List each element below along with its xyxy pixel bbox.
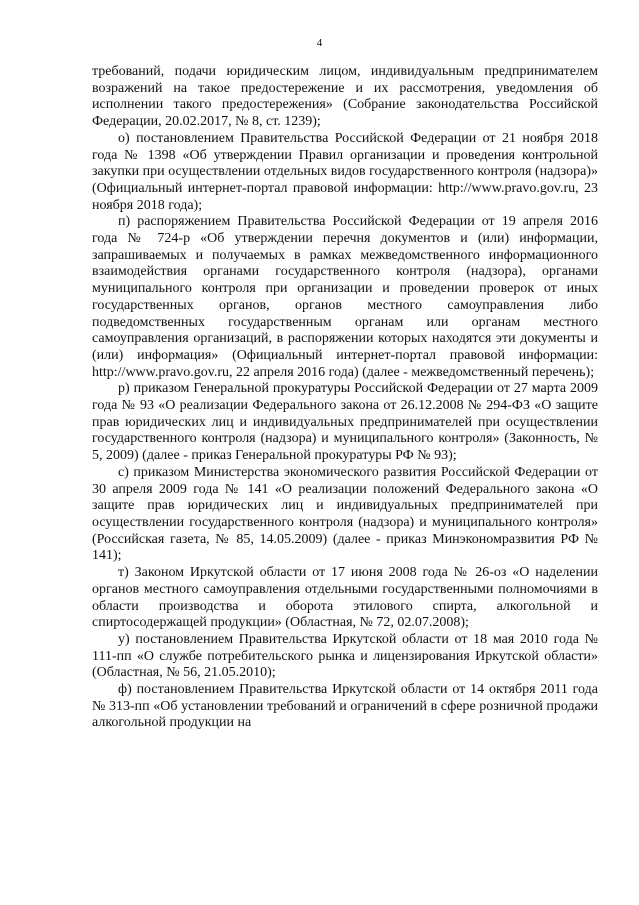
paragraph-item-u: у) постановлением Правительства Иркутской области от 18 мая 2010 года № 111-пп «О службе потребительского рынка и лицензирования Иркутской области» (Областная, № 56, 21.05.2010);	[92, 631, 598, 681]
paragraph-item-t: т) Законом Иркутской области от 17 июня 2008 года № 26-оз «О наделении органов местного самоуправления отдельными государственными полномочиями в области производства и оборота этилового спирта, алкогольной и спиртосодержащей продукции» (Областная, № 72, 02.07.2008);	[92, 565, 598, 631]
page-number: 4	[316, 37, 323, 49]
document-body	[92, 64, 598, 732]
paragraph-item-p: п) распоряжением Правительства Российской Федерации от 19 апреля 2016 года № 724-р «Об утверждении перечня документов и (или) информации, запрашиваемых и получаемых в рамках межведомственного информационного взаимодействия органами государственного контроля (надзора), органами муниципального контроля при организации и проведении проверок от иных государственных органов, органов местного самоуправления либо подведомственных государственным органам или органам местного самоуправления организаций, в распоряжении которых находятся эти документы и (или) информация» (Официальный интернет-портал правовой информации: http://www.pravo.gov.ru, 22 апреля 2016 года) (далее - межведомственный перечень);	[92, 214, 598, 380]
paragraph-item-r: р) приказом Генеральной прокуратуры Российской Федерации от 27 марта 2009 года № 93 «О реализации Федерального закона от 26.12.2008 № 294-ФЗ «О защите прав юридических лиц и индивидуальных предпринимателей при осуществлении государственного контроля (надзора) и муниципального контроля» (Законность, № 5, 2009) (далее - приказ Генеральной прокуратуры РФ № 93);	[92, 381, 598, 464]
paragraph-item-s: с) приказом Министерства экономического развития Российской Федерации от 30 апреля 2009 года № 141 «О реализации положений Федерального закона «О защите прав юридических лиц и индивидуальных предпринимателей при осуществлении государственного контроля (надзора) и муниципального контроля» (Российская газета, № 85, 14.05.2009) (далее - приказ Минэкономразвития РФ № 141);	[92, 464, 598, 564]
paragraph-item-f: ф) постановлением Правительства Иркутской области от 14 октября 2011 года № 313-пп «Об установлении требований и ограничений в сфере розничной продажи алкогольной продукции на	[92, 682, 598, 731]
paragraph-continuation: требований, подачи юридическим лицом, индивидуальным предпринимателем возражений на такое предостережение и их рассмотрения, уведомления об исполнении такого предостережения» (Собрание законодательства Российской Федерации, 20.02.2017, № 8, ст. 1239);	[92, 64, 598, 130]
paragraph-item-o: о) постановлением Правительства Российской Федерации от 21 ноября 2018 года № 1398 «Об утверждении Правил организации и проведения контрольной закупки при осуществлении отдельных видов государственного контроля (надзора)» (Официальный интернет-портал правовой информации: http://www.pravo.gov.ru, 23 ноября 2018 года);	[92, 130, 598, 213]
